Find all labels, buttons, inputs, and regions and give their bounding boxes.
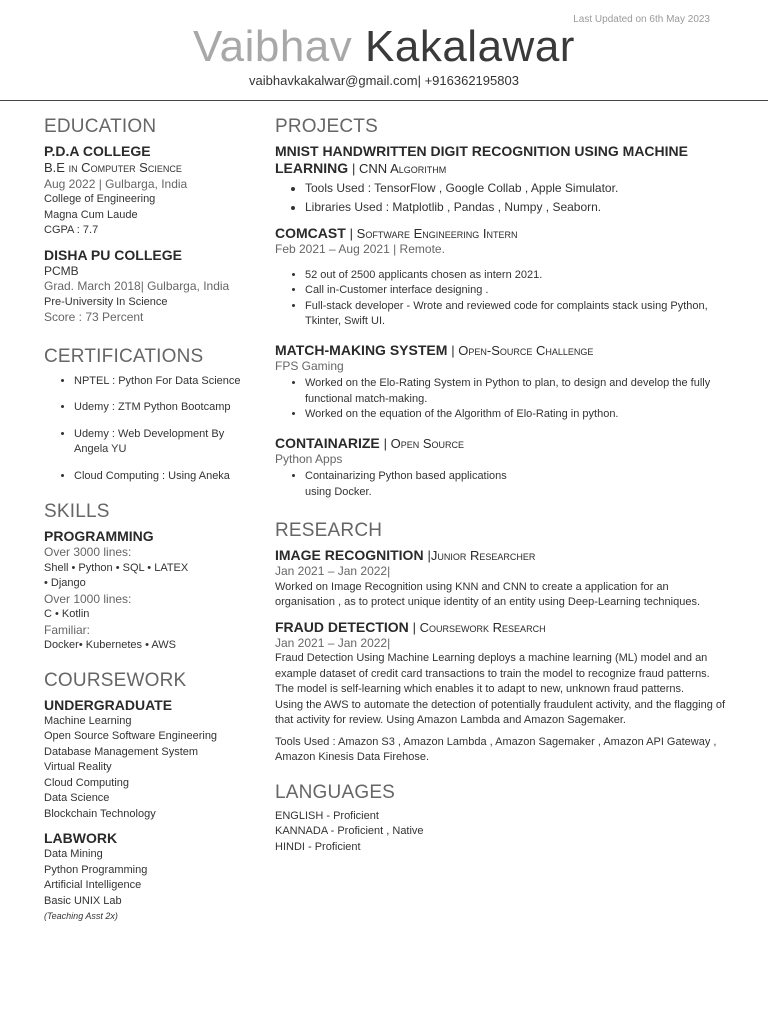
school-line: Magna Cum Laude bbox=[44, 208, 138, 221]
project-bullets bbox=[275, 268, 730, 330]
labwork-heading: LABWORK bbox=[44, 830, 118, 846]
list-item: • Worked on the equation of the Algorithm of Elo-Rating in python. bbox=[305, 407, 730, 423]
project-bullets bbox=[275, 179, 730, 217]
list-item: • Udemy : ZTM Python Bootcamp bbox=[74, 400, 259, 416]
research-text: Using the AWS to automate the detection of potentially fraudulent activity, and the flagging of that activity for review. Using Amazon Lambda and Amazon Sagemaker. bbox=[275, 698, 726, 726]
list-item: • Libraries Used : Matplotlib , Pandas , Numpy , Seaborn. bbox=[305, 198, 730, 217]
lab-item: Basic UNIX Lab bbox=[44, 894, 122, 907]
research-tools: Tools Used : Amazon S3 , Amazon Lambda , Amazon Sagemaker , Amazon API Gateway , Amazon Kinesis Data Firehose. bbox=[275, 735, 717, 763]
lab-item: Data Mining bbox=[44, 848, 103, 860]
course-item: Open Source Software Engineering bbox=[44, 730, 218, 742]
research-date: Jan 2021 – Jan 2022| bbox=[275, 635, 391, 650]
course-item: Data Science bbox=[44, 792, 110, 804]
research-text: Fraud Detection Using Machine Learning deploys a machine learning (ML) model and an example dataset of credit card transactions to train the model to recognize fraud patterns. The model is self-learning which enables it to adapt to new, unknown fraud patterns. bbox=[275, 652, 710, 695]
research-text: Worked on Image Recognition using KNN and CNN to create a application for an organisation , as to protect unique identity of an entity using Deep-Learning techniques. bbox=[275, 580, 700, 608]
list-item: • Full-stack developer - Wrote and reviewed code for complaints stack using Python, Tkinter, Swift UI. bbox=[305, 299, 730, 330]
undergrad-heading: UNDERGRADUATE bbox=[44, 696, 173, 713]
list-item: • 52 out of 2500 applicants chosen as intern 2021. bbox=[305, 268, 730, 284]
project-title: MNIST HANDWRITTEN DIGIT RECOGNITION USING MACHINE LEARNING | CNN Algorithm bbox=[275, 143, 688, 176]
course-item: Virtual Reality bbox=[44, 761, 112, 773]
left-column bbox=[44, 116, 259, 921]
project-bullets bbox=[275, 469, 535, 500]
research-heading: RESEARCH bbox=[275, 520, 383, 541]
language-item: ENGLISH - Proficient bbox=[275, 809, 379, 822]
school-degree: B.E in Computer Science bbox=[44, 160, 182, 175]
skill-line: Docker• Kubernetes • AWS bbox=[44, 639, 177, 651]
course-item: Machine Learning bbox=[44, 714, 132, 727]
project-sub: FPS Gaming bbox=[275, 358, 344, 373]
project-title: COMCAST | Software Engineering Intern bbox=[275, 225, 518, 241]
resume-name bbox=[0, 22, 768, 72]
lab-note: (Teaching Asst 2x) bbox=[44, 911, 118, 921]
school-line: Aug 2022 | Gulbarga, India bbox=[44, 176, 188, 191]
school-line: Grad. March 2018| Gulbarga, India bbox=[44, 279, 230, 293]
project-title: CONTAINARIZE | Open Source bbox=[275, 434, 465, 451]
skill-line: Shell • Python • SQL • LATEX bbox=[44, 561, 189, 574]
skill-line: • Django bbox=[44, 577, 86, 589]
research-title: FRAUD DETECTION | Coursework Research bbox=[275, 618, 546, 635]
certifications-heading: CERTIFICATIONS bbox=[44, 345, 204, 367]
list-item: • Cloud Computing : Using Aneka bbox=[74, 469, 259, 485]
programming-heading: PROGRAMMING bbox=[44, 528, 154, 544]
school-line: Score : 73 Percent bbox=[44, 310, 144, 324]
list-item: • Call in-Customer interface designing . bbox=[305, 283, 730, 299]
research-title: IMAGE RECOGNITION |Junior Researcher bbox=[275, 547, 536, 563]
skill-line: Over 1000 lines: bbox=[44, 591, 132, 606]
skill-line: Over 3000 lines: bbox=[44, 545, 132, 559]
coursework-heading: COURSEWORK bbox=[44, 669, 187, 691]
lab-item: Python Programming bbox=[44, 863, 148, 876]
language-item: HINDI - Proficient bbox=[275, 840, 361, 853]
right-column bbox=[275, 116, 730, 855]
list-item: • Udemy : Web Development By Angela YU bbox=[74, 427, 259, 458]
project-sub: Feb 2021 – Aug 2021 | Remote. bbox=[275, 242, 445, 256]
research-date: Jan 2021 – Jan 2022| bbox=[275, 564, 391, 578]
last-name: Kakalawar bbox=[365, 22, 575, 71]
school-name: DISHA PU COLLEGE bbox=[44, 246, 182, 263]
last-updated: Last Updated on 6th May 2023 bbox=[573, 14, 710, 25]
project-title: MATCH-MAKING SYSTEM | Open-Source Challenge bbox=[275, 341, 594, 358]
project-bullets bbox=[275, 376, 730, 423]
skill-line: Familiar: bbox=[44, 622, 91, 637]
skill-line: C • Kotlin bbox=[44, 608, 90, 620]
lab-item: Artificial Intelligence bbox=[44, 879, 142, 891]
school-degree: PCMB bbox=[44, 263, 79, 278]
course-item: Database Management System bbox=[44, 745, 199, 758]
language-item: KANNADA - Proficient , Native bbox=[275, 825, 424, 837]
contact-info[interactable]: vaibhavkakalwar@gmail.com| +916362195803 bbox=[249, 73, 519, 88]
school-line: College of Engineering bbox=[44, 193, 156, 205]
school-name: P.D.A COLLEGE bbox=[44, 143, 151, 159]
school-line: Pre-University In Science bbox=[44, 295, 168, 308]
list-item: • Tools Used : TensorFlow , Google Collab , Apple Simulator. bbox=[305, 179, 730, 198]
header-divider bbox=[0, 100, 768, 101]
list-item: • NPTEL : Python For Data Science bbox=[74, 374, 259, 390]
projects-heading: PROJECTS bbox=[275, 116, 378, 137]
certifications-list bbox=[44, 374, 259, 485]
skills-heading: SKILLS bbox=[44, 501, 110, 522]
course-item: Cloud Computing bbox=[44, 776, 129, 789]
project-sub: Python Apps bbox=[275, 451, 343, 466]
list-item: • Containarizing Python based applications using Docker. bbox=[305, 469, 535, 500]
list-item: • Worked on the Elo-Rating System in Python to plan, to design and develop the fully functional match-making. bbox=[305, 376, 730, 407]
languages-heading: LANGUAGES bbox=[275, 781, 396, 803]
school-line: CGPA : 7.7 bbox=[44, 224, 99, 236]
education-heading: EDUCATION bbox=[44, 116, 157, 137]
course-item: Blockchain Technology bbox=[44, 807, 156, 820]
first-name: Vaibhav bbox=[193, 22, 353, 71]
